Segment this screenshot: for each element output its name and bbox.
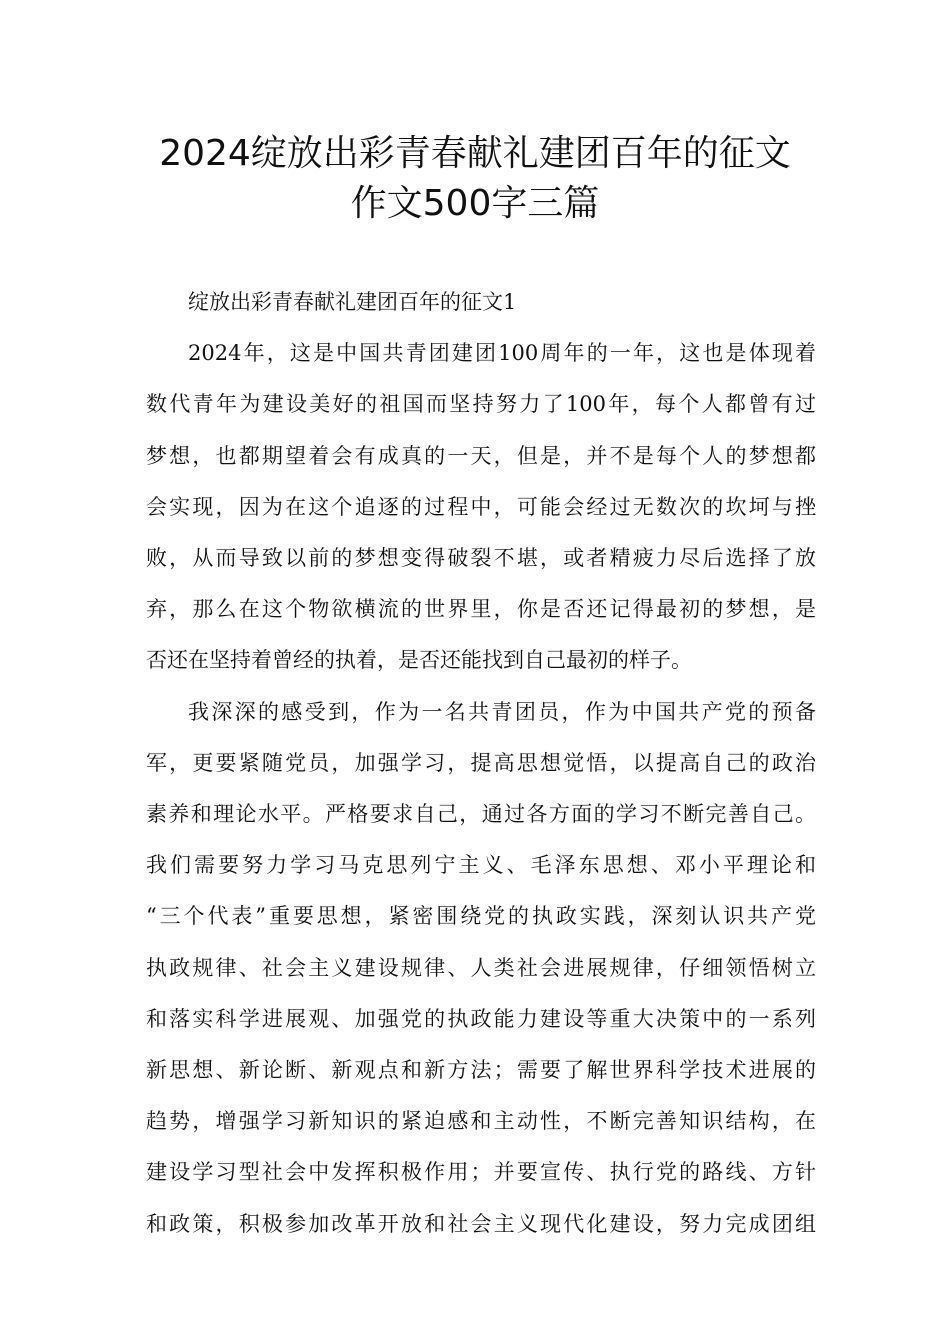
body-text-line: 绽放出彩青春献礼建团百年的征文1 bbox=[188, 290, 517, 314]
body-text-line: 2024年，这是中国共青团建团100周年的一年，这也是体现着 bbox=[188, 341, 816, 366]
body-text-line: 弃，那么在这个物欲横流的世界里，你是否还记得最初的梦想，是 bbox=[146, 597, 816, 622]
body-text-line: 数代青年为建设美好的祖国而坚持努力了100年，每个人都曾有过 bbox=[146, 392, 816, 417]
body-text-line: 和政策，积极参加改革开放和社会主义现代化建设，努力完成团组 bbox=[146, 1211, 816, 1236]
body-text-line: 军，更要紧随党员，加强学习，提高思想觉悟，以提高自己的政治 bbox=[146, 750, 816, 775]
body-text-line: “三个代表”重要思想，紧密围绕党的执政实践，深刻认识共产党 bbox=[146, 904, 816, 929]
body-text-line: 梦想，也都期望着会有成真的一天，但是，并不是每个人的梦想都 bbox=[146, 443, 816, 468]
body-text-line: 我深深的感受到，作为一名共青团员，作为中国共产党的预备 bbox=[188, 699, 816, 724]
body-text-line: 素养和理论水平。严格要求自己，通过各方面的学习不断完善自己。 bbox=[146, 802, 816, 826]
body-text-line: 会实现，因为在这个追逐的过程中，可能会经过无数次的坎坷与挫 bbox=[146, 494, 816, 519]
body-text-line: 新思想、新论断、新观点和新方法；需要了解世界科学技术进展的 bbox=[146, 1058, 816, 1082]
body-text-line: 我们需要努力学习马克思列宁主义、毛泽东思想、邓小平理论和 bbox=[146, 853, 816, 878]
body-text-line: 和落实科学进展观、加强党的执政能力建设等重大决策中的一系列 bbox=[146, 1006, 816, 1031]
document-title-line-1: 2024绽放出彩青春献礼建团百年的征文 bbox=[159, 133, 791, 174]
body-text-line: 败，从而导致以前的梦想变得破裂不堪，或者精疲力尽后选择了放 bbox=[146, 546, 816, 570]
body-text-line: 趋势，增强学习新知识的紧迫感和主动性，不断完善知识结构，在 bbox=[146, 1109, 816, 1134]
document-title-line-2: 作文500字三篇 bbox=[350, 183, 600, 224]
body-text-line: 执政规律、社会主义建设规律、人类社会进展规律，仔细领悟树立 bbox=[146, 955, 816, 980]
body-text-line: 建设学习型社会中发挥积极作用；并要宣传、执行党的路线、方针 bbox=[146, 1160, 816, 1185]
body-text-line: 否还在坚持着曾经的执着，是否还能找到自己最初的样子。 bbox=[146, 648, 692, 673]
